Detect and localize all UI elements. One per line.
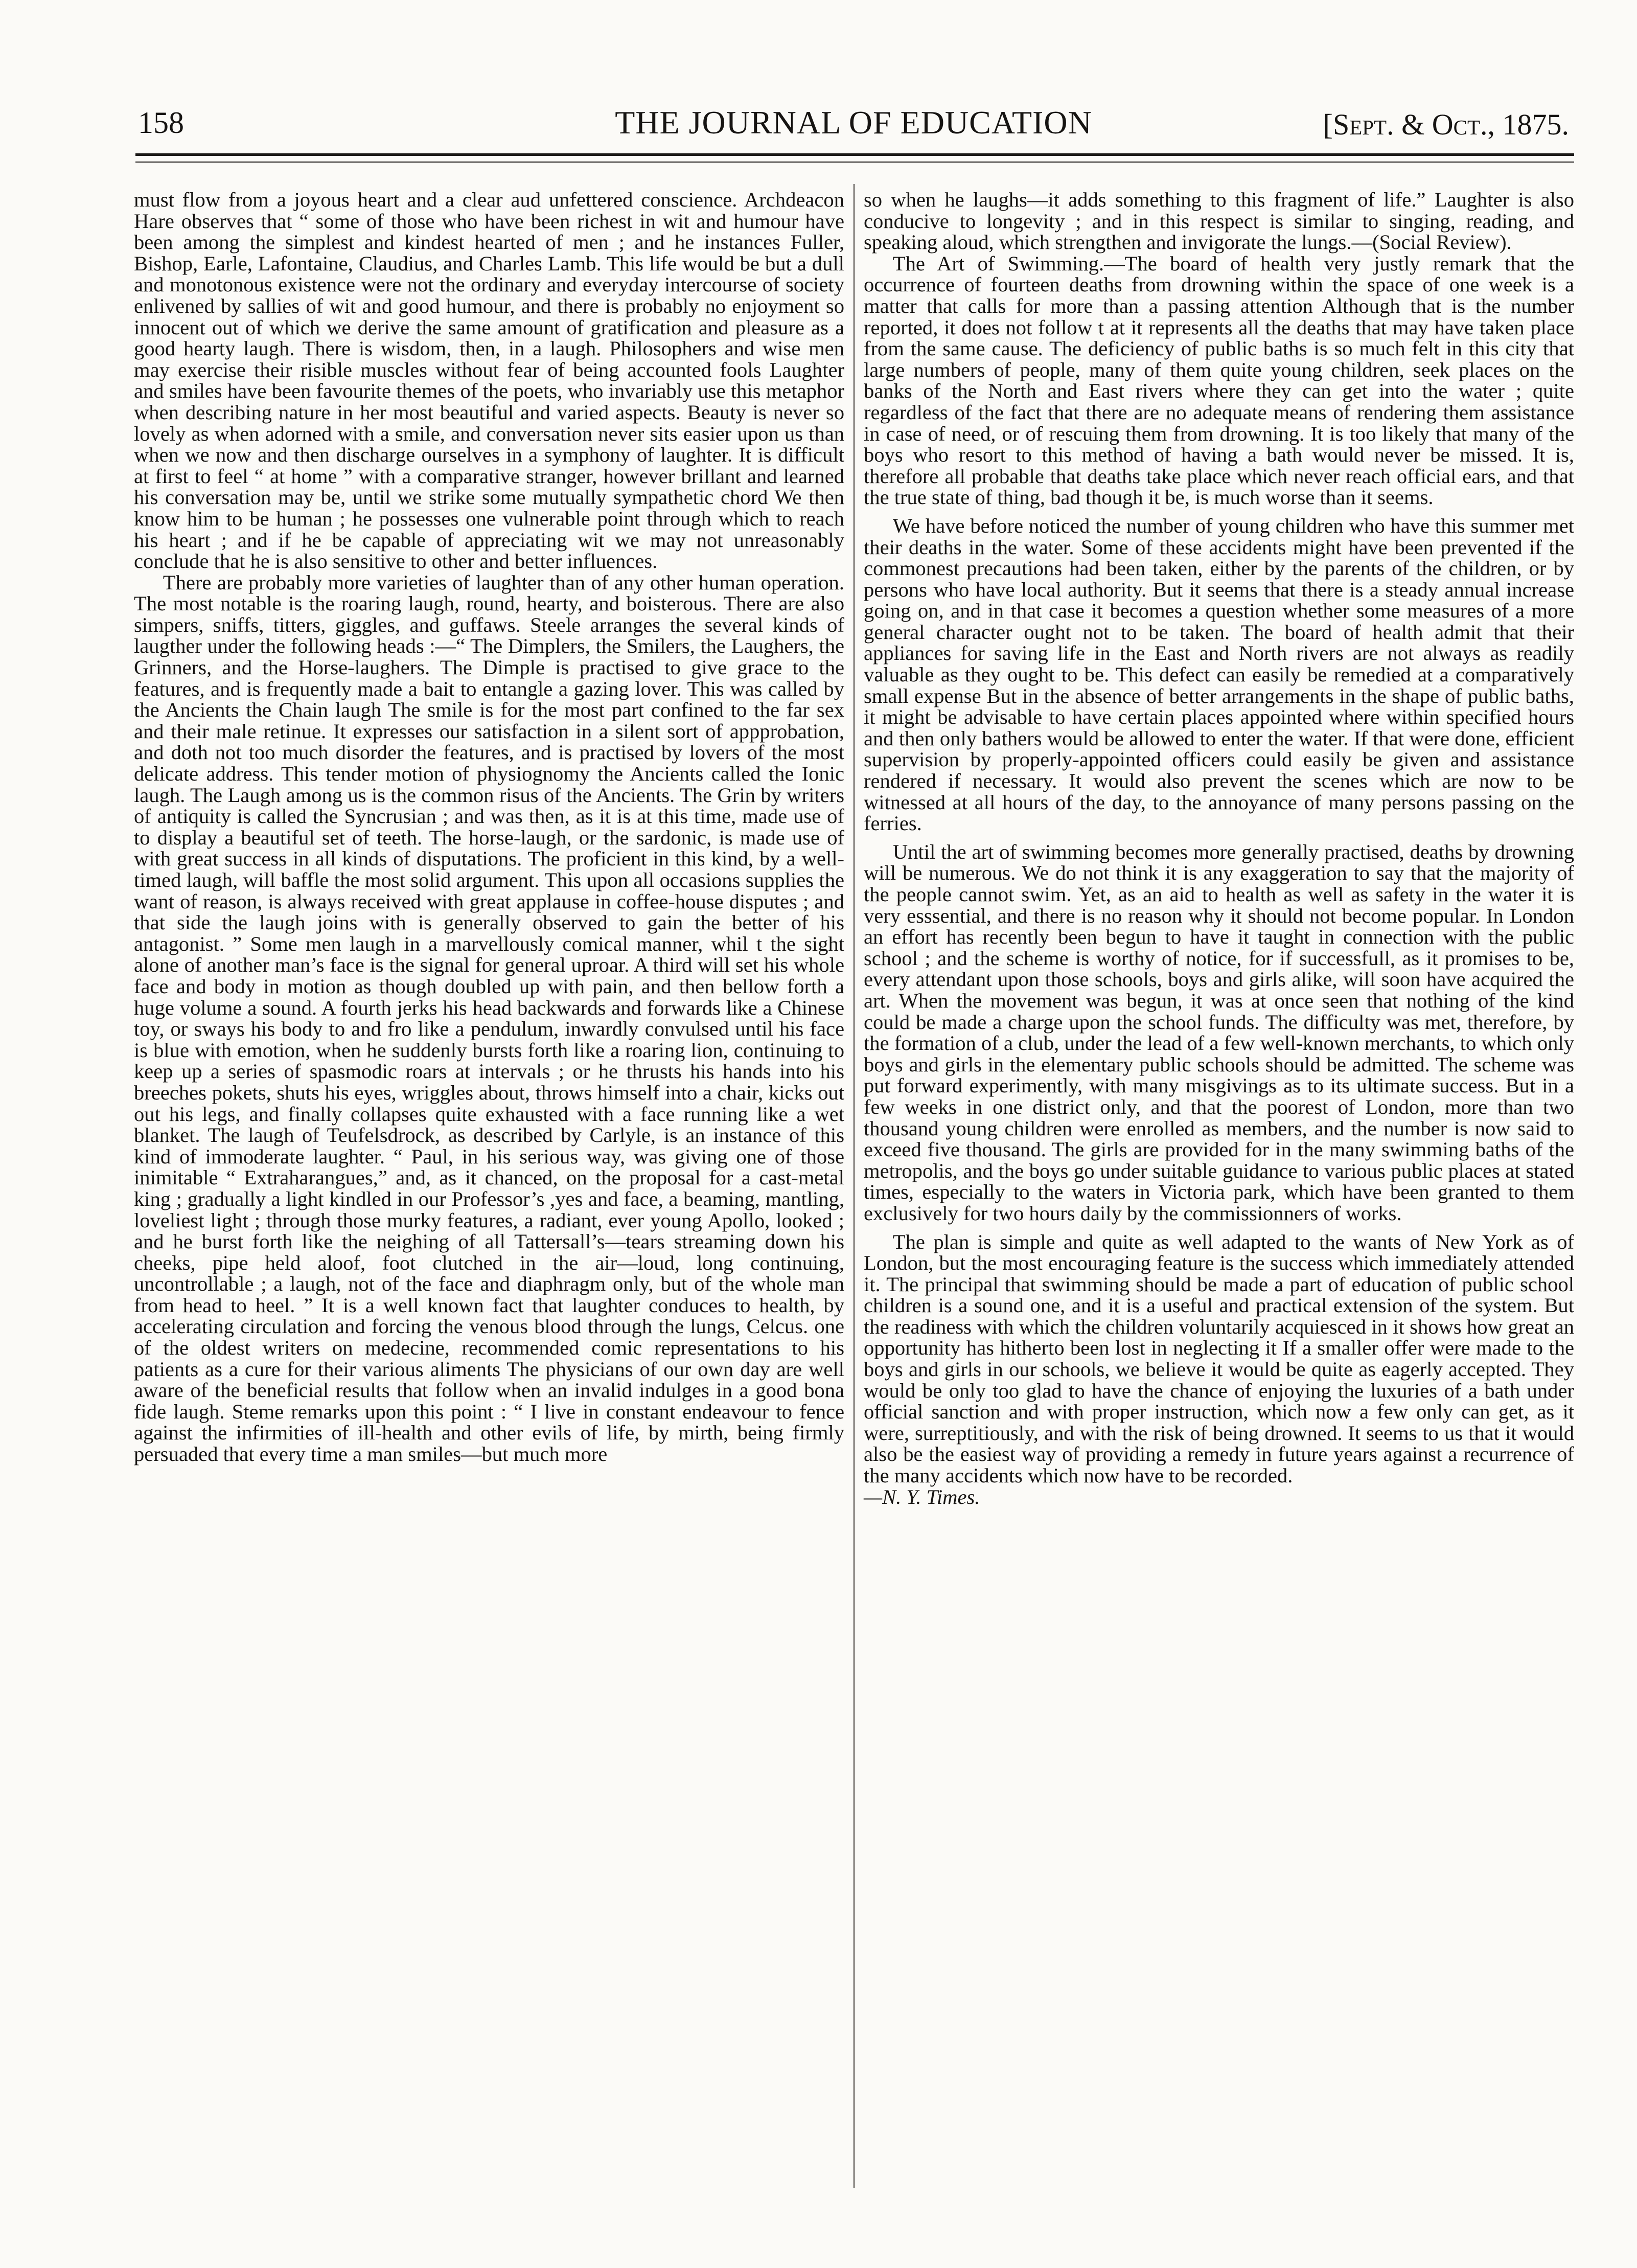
left-paragraph-1: must flow from a joyous heart and a clear aud unfettered conscience. Archdeacon Hare observes that “ some of those who have been richest in wit and humour have been among the simplest and kindest hearted of men ; and he instances Fuller, Bishop, Earle, Lafontaine, Claudius, and Charles Lamb. This life would be but a dull and monotonous existence were not the ordinary and everyday intercourse of society enlivened by sallies of wit and good humour, and there is probably no enjoyment so innocent out of which we derive the same amount of gratification and pleasure as a good hearty laugh. There is wisdom, then, in a laugh. Philosophers and wise men may exercise their risible muscles without fear of being accounted fools Laughter and smiles have been favourite themes of the poets, who invariably use this metaphor when describing nature in her most beautiful and varied aspects. Beauty is never so lovely as when adorned with a smile, and conversation never sits easier upon us than when we now and then discharge ourselves in a symphony of laughter. It is difficult at first to feel “ at home ” with a comparative stranger, however brillant and learned his conversation may be, until we strike some mutually sympathetic chord We then know him to be human ; he possesses one vulnerable point through which to reach his heart ; and if he be capable of appreciating wit we may not unreasonably conclude that he is also sensitive to other and better influences. xyxy=(134,188,844,573)
page-number: 158 xyxy=(138,106,184,140)
column-divider xyxy=(854,184,855,2188)
right-paragraph-4: Until the art of swimming becomes more generally practised, deaths by drowning will be numerous. We do not think it is any exaggeration to say that the majority of the people cannot swim. Yet, as an aid to health as well as safety in the water it is very esssential, and there is no reason why it should not become popular. In London an effort has recently been begun to have it taught in connection with the public school ; and the scheme is worthy of notice, for if successfull, as it promises to be, every attendant upon those schools, boys and girls alike, will soon have acquired the art. When the movement was begun, it was at once seen that nothing of the kind could be made a charge upon the school funds. The difficulty was met, therefore, by the formation of a club, under the lead of a few well-known merchants, to which only boys and girls in the elementary public schools should be admitted. The scheme was put forward experimently, with many misgivings as to its ultimate success. But in a few weeks in one district only, and that the poorest of London, more than two thousand young children were enrolled as members, and the number is now said to exceed five thousand. The girls are provided for in the many swimming baths of the metropolis, and the boys go under suitable guidance to various public places at stated times, especially to the waters in Victoria park, which have been granted to them exclusively for two hours daily by the commissionners of works. xyxy=(864,840,1574,1225)
right-paragraph-1: so when he laughs—it adds something to this fragment of life.” Laughter is also conducive to longevity ; and in this respect is similar to singing, reading, and speaking aloud, which strengthen and invigorate the lungs.—(Social Review). xyxy=(864,188,1574,254)
right-paragraph-2: The Art of Swimming.—The board of health very justly remark that the occurrence of fourteen deaths from drowning within the space of one week is a matter that calls for more than a passing attention Although that is the number reported, it does not follow t at it represents all the deaths that may have taken place from the same cause. The deficiency of public baths is so much felt in this city that large numbers of people, many of them quite young children, seek places on the banks of the North and East rivers where they can get into the water ; quite regardless of the fact that there are no adequate means of rendering them assistance in case of need, or of rescuing them from drowning. It is too likely that many of the boys who resort to this method of having a bath would never be missed. It is, therefore all probable that deaths take place which never reach official ears, and that the true state of thing, bad though it be, is much worse than it seems. xyxy=(864,251,1574,509)
header-rule-thick xyxy=(135,153,1574,156)
right-column xyxy=(864,189,1574,1507)
journal-title: THE JOURNAL OF EDUCATION xyxy=(615,104,1092,141)
article-signature: —N. Y. Times. xyxy=(864,1485,980,1508)
header-rule-thin xyxy=(135,162,1574,163)
left-column xyxy=(134,189,844,1465)
issue-date: [Sept. & Oct., 1875. xyxy=(1323,108,1569,141)
left-paragraph-2: There are probably more varieties of laughter than of any other human operation. The most notable is the roaring laugh, round, hearty, and boisterous. There are also simpers, sniffs, titters, giggles, and guffaws. Steele arranges the several kinds of laugther under the following heads :—“ The Dimplers, the Smilers, the Laughers, the Grinners, and the Horse-laughers. The Dimple is practised to give grace to the features, and is frequently made a bait to entangle a gazing lover. This was called by the Ancients the Chain laugh The smile is for the most part confined to the far sex and their male retinue. It expresses our satisfaction in a silent sort of appprobation, and doth not too much disorder the features, and is practised by lovers of the most delicate address. This tender motion of physiognomy the Ancients called the Ionic laugh. The Laugh among us is the common risus of the Ancients. The Grin by writers of antiquity is called the Syncrusian ; and was then, as it is at this time, made use of to display a beautiful set of teeth. The horse-laugh, or the sardonic, is made use of with great success in all kinds of disputations. The proficient in this kind, by a well-timed laugh, will baffle the most solid argument. This upon all occasions supplies the want of reason, is always received with great applause in coffee-house disputes ; and that side the laugh joins with is generally observed to gain the better of his antagonist. ” Some men laugh in a marvellously comical manner, whil t the sight alone of another man’s face is the signal for general uproar. A third will set his whole face and body in motion as though doubled up with pain, and then bellow forth a huge volume a sound. A fourth jerks his head backwards and forwards like a Chinese toy, or sways his body to and fro like a pendulum, inwardly convulsed until his face is blue with emotion, when he suddenly bursts forth like a roaring lion, continuing to keep up a series of spasmodic roars at intervals ; or he thrusts his hands into his breeches pokets, shuts his eyes, wriggles about, throws himself into a chair, kicks out out his legs, and finally collapses quite exhausted with a face running like a wet blanket. The laugh of Teufelsdrock, as described by Carlyle, is an instance of this kind of immoderate laughter. “ Paul, in his serious way, was giving one of those inimitable “ Extraharangues,” and, as it chanced, on the proposal for a cast-metal king ; gradually a light kindled in our Professor’s ,yes and face, a beaming, mantling, loveliest light ; through those murky features, a radiant, ever young Apollo, looked ; and he burst forth like the neighing of all Tattersall’s—tears streaming down his cheeks, pipe held aloof, foot clutched in the air—loud, long continuing, uncontrollable ; a laugh, not of the face and diaphragm only, but of the whole man from head to heel. ” It is a well known fact that laughter conduces to health, by accelerating circulation and forcing the venous blood through the lungs, Celcus. one of the oldest writers on medecine, recommended comic representations to his patients as a cure for their various aliments The physicians of our own day are well aware of the beneficial results that follow when an invalid indulges in a good bona fide laugh. Steme remarks upon this point : “ I live in constant endeavour to fence against the infirmities of ill-health and other evils of life, by mirth, being firmly persuaded that every time a man smiles—but much more xyxy=(134,570,844,1466)
right-paragraph-3: We have before noticed the number of young children who have this summer met their deaths in the water. Some of these accidents might have been prevented if the commonest precautions had been taken, either by the parents of the children, or by persons who have local authority. But it seems that there is a steady annual increase going on, and in that case it becomes a question whether some measures of a more general character ought not to be taken. The board of health admit that their appliances for saving life in the East and North rivers are not always as readily valuable as they ought to be. This defect can easily be remedied at a comparatively small expense But in the absence of better arrangements in the shape of public baths, it might be advisable to have certain places appointed where within specified hours and then only bathers would be allowed to enter the water. If that were done, efficient supervision by properly-appointed officers could easily be given and assistance rendered if necessary. It would also prevent the scenes which are now to be witnessed at all hours of the day, to the annoyance of many persons passing on the ferries. xyxy=(864,514,1574,835)
right-paragraph-5: The plan is simple and quite as well adapted to the wants of New York as of London, but the most encouraging feature is the success which immediately attended it. The principal that swimming should be made a part of education of public school children is a sound one, and it is a useful and practical extension of the system. But the readiness with which the children voluntarily acquiesced in it shows how great an opportunity has hitherto been lost in neglecting it If a smaller offer were made to the boys and girls in our schools, we believe it would be quite as eagerly accepted. They would be only too glad to have the chance of enjoying the luxuries of a bath under official sanction and with proper instruction, which now a few only can get, as it were, surreptitiously, and with the risk of being drowned. It seems to us that it would also be the easiest way of providing a remedy in future years against a recurrence of the many accidents which now have to be recorded. xyxy=(864,1230,1574,1487)
page-header xyxy=(138,100,1569,146)
